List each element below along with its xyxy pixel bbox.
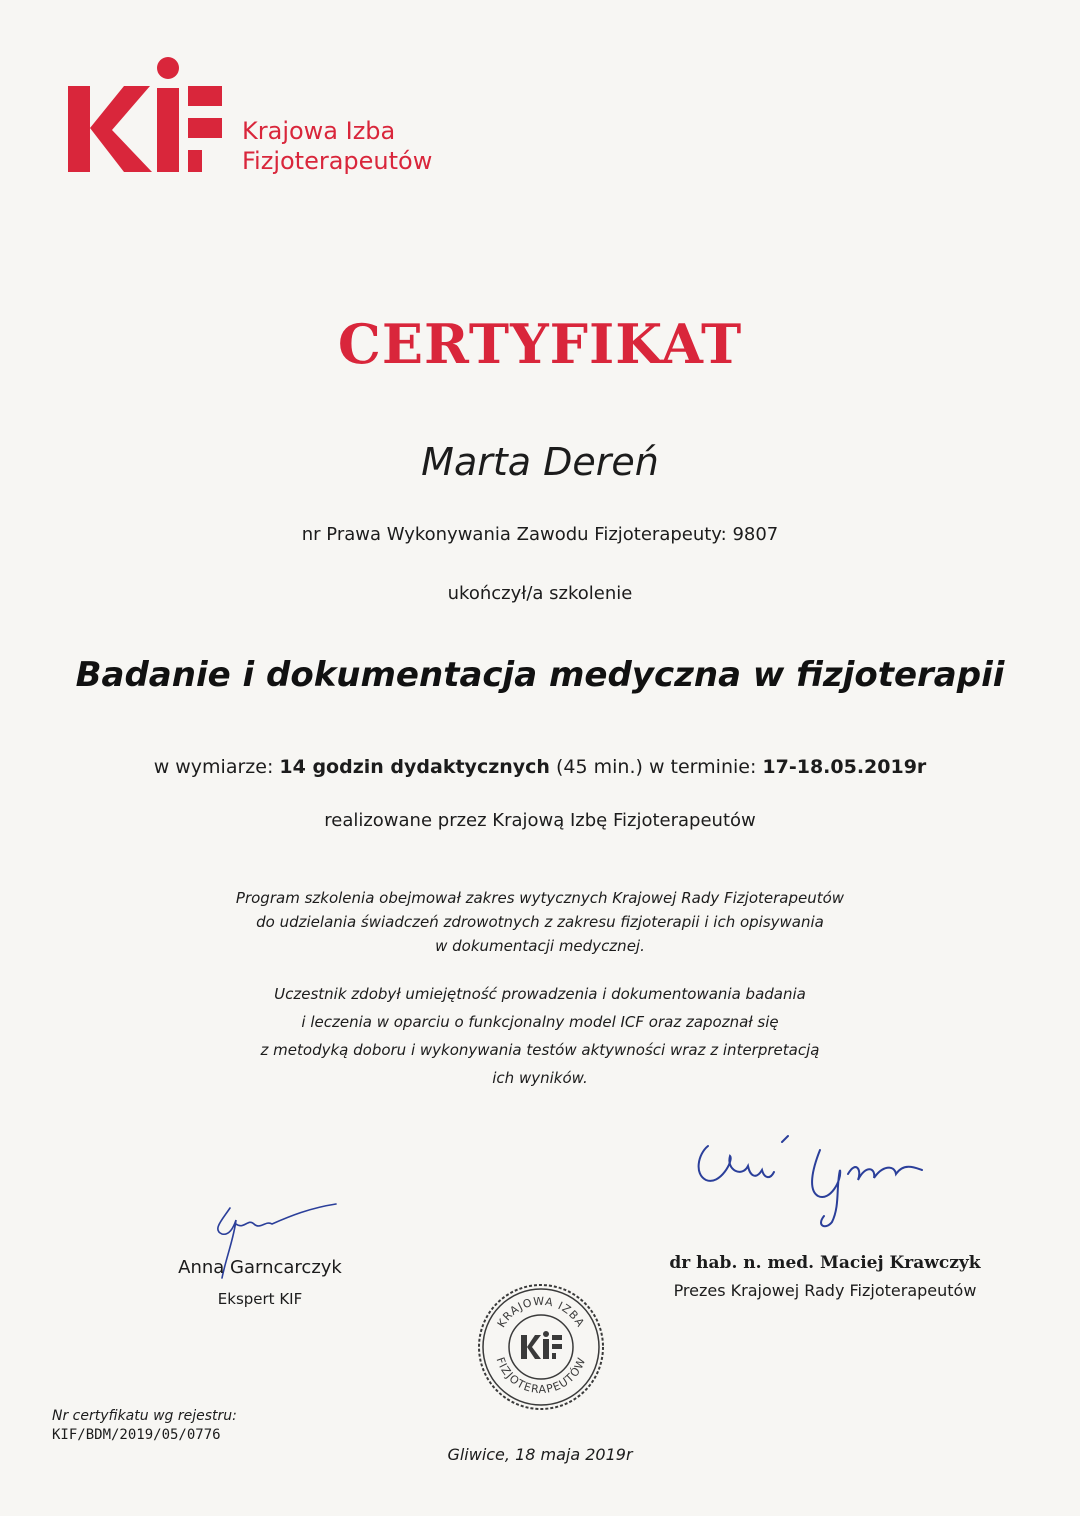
org-name-line1: Krajowa Izba xyxy=(242,117,396,145)
realized-by: realizowane przez Krajową Izbę Fizjoterapeutów xyxy=(324,810,756,831)
place-and-date: Gliwice, 18 maja 2019r xyxy=(447,1445,633,1464)
participant-line: z metodyką doboru i wykonywania testów aktywności wraz z interpretacją xyxy=(260,1041,820,1059)
org-name-line2: Fizjoterapeutów xyxy=(242,147,433,175)
participant-description xyxy=(0,980,1080,1092)
participant-line: Uczestnik zdobył umiejętność prowadzenia i dokumentowania badania xyxy=(274,985,806,1003)
course-scope xyxy=(0,756,1080,778)
svg-text:FIZJOTERAPEUTÓW: FIZJOTERAPEUTÓW xyxy=(493,1355,589,1397)
program-line: Program szkolenia obejmował zakres wytycznych Krajowej Rady Fizjoterapeutów xyxy=(235,889,845,907)
program-line: do udzielania świadczeń zdrowotnych z zakresu fizjoterapii i ich opisywania xyxy=(256,913,824,931)
course-title: Badanie i dokumentacja medyczna w fizjoterapii xyxy=(75,655,1005,695)
right-signatory-role: Prezes Krajowej Rady Fizjoterapeutów xyxy=(673,1281,977,1300)
registry-label: Nr certyfikatu wg rejestru: xyxy=(52,1408,237,1424)
left-signatory-role: Ekspert KIF xyxy=(217,1290,303,1308)
license-number: nr Prawa Wykonywania Zawodu Fizjoterapeuty: 9807 xyxy=(301,524,779,545)
organization-name xyxy=(242,116,432,176)
right-signature-icon xyxy=(690,1130,960,1240)
kif-logo-icon xyxy=(66,56,226,176)
scope-prefix: w wymiarze: xyxy=(153,756,280,778)
completion-text: ukończył/a szkolenie xyxy=(447,583,633,604)
participant-line: ich wyników. xyxy=(492,1069,588,1087)
certificate-title: CERTYFIKAT xyxy=(337,312,743,376)
recipient-name: Marta Dereń xyxy=(421,440,659,484)
scope-mid: (45 min.) w terminie: xyxy=(549,756,763,778)
scope-dates: 17-18.05.2019r xyxy=(762,756,927,778)
right-signatory-name: dr hab. n. med. Maciej Krawczyk xyxy=(669,1253,981,1273)
program-description xyxy=(0,886,1080,958)
kif-seal-icon xyxy=(477,1283,605,1411)
program-line: w dokumentacji medycznej. xyxy=(435,937,645,955)
scope-hours: 14 godzin dydaktycznych xyxy=(279,756,550,778)
left-signatory-name: Anna Garncarczyk xyxy=(178,1257,342,1278)
svg-text:KRAJOWA IZBA: KRAJOWA IZBA xyxy=(494,1294,588,1330)
registry-number: KIF/BDM/2019/05/0776 xyxy=(52,1427,221,1443)
participant-line: i leczenia w oparciu o funkcjonalny model ICF oraz zapoznał się xyxy=(301,1013,779,1031)
